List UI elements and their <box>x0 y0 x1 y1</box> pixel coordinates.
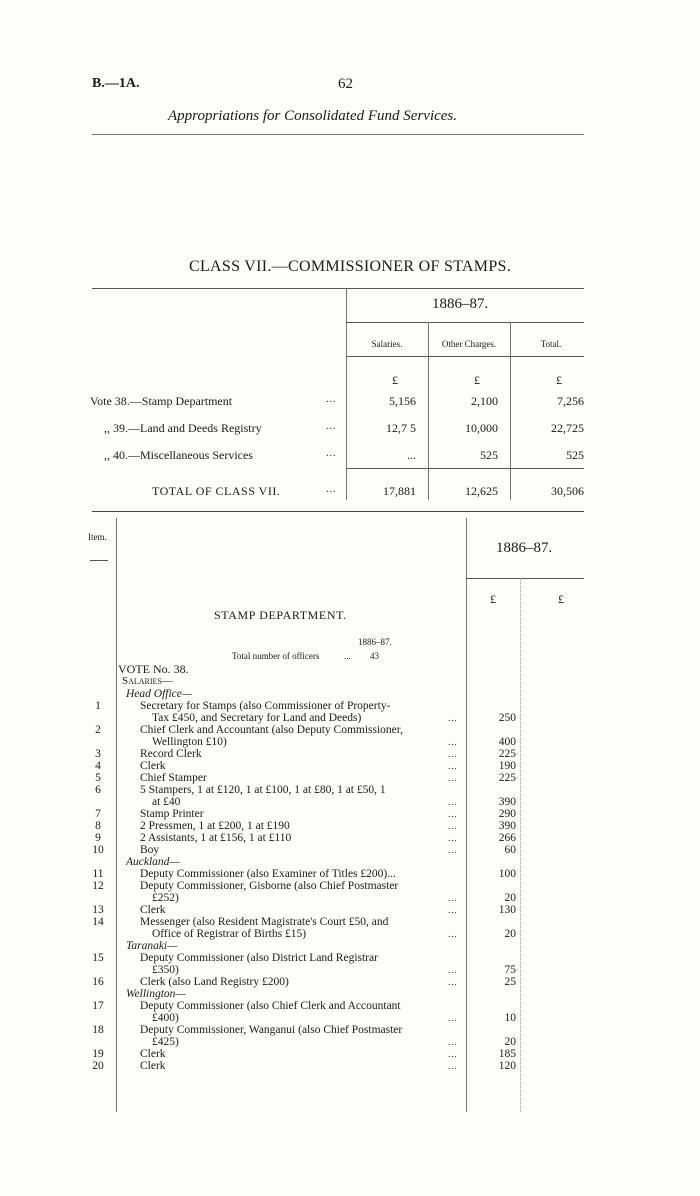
item-number: 1 <box>95 700 101 712</box>
item-amount: 225 <box>498 748 516 760</box>
summary-salaries: 5,156 <box>389 394 416 408</box>
item-column-header: Item. <box>88 532 107 542</box>
items-currency-b: £ <box>558 592 564 606</box>
total-column-header: Total. <box>540 339 562 349</box>
summary-total: 7,256 <box>557 394 584 408</box>
leader-dots: ... <box>448 797 458 807</box>
item-number: 10 <box>92 844 104 856</box>
other-charges-currency: £ <box>474 373 480 387</box>
summary-total: 525 <box>566 448 584 462</box>
class-title: CLASS VII.—COMMISSIONER OF STAMPS. <box>188 258 512 275</box>
leader-dots: ... <box>326 484 337 495</box>
summary-row-label: ,, 40.—Miscellaneous Services <box>104 448 253 462</box>
leader-dots: ... <box>448 713 458 723</box>
item-description: 2 Pressmen, 1 at £200, 1 at £190 <box>140 820 290 832</box>
item-amount: 130 <box>498 904 516 916</box>
leader-dots: ... <box>448 1061 458 1071</box>
item-description: Clerk <box>140 1060 166 1072</box>
item-description: £400) <box>152 1012 179 1024</box>
item-amount: 20 <box>504 1036 516 1048</box>
leader-dots: ... <box>448 1013 458 1023</box>
leader-dots: ... <box>448 749 458 759</box>
document-code: B.—1A. <box>92 76 140 91</box>
item-number: 11 <box>92 868 104 880</box>
item-description: Stamp Printer <box>140 808 204 820</box>
item-amount: 120 <box>498 1060 516 1072</box>
leader-dots: ... <box>448 929 458 939</box>
item-number: 18 <box>92 1024 104 1036</box>
item-number: 7 <box>95 808 101 820</box>
item-amount: 20 <box>504 928 516 940</box>
summary-total-total: 30,506 <box>551 484 584 498</box>
page-title: Appropriations for Consolidated Fund Services. <box>168 108 458 124</box>
summary-other: 10,000 <box>465 421 498 435</box>
item-number: 14 <box>92 916 104 928</box>
item-number: 8 <box>95 820 101 832</box>
leader-dots: ... <box>448 773 458 783</box>
item-number: 5 <box>95 772 101 784</box>
item-description: Clerk (also Land Registry £200) <box>140 976 289 988</box>
section-heading: Wellington— <box>126 988 186 1000</box>
item-number: 3 <box>95 748 101 760</box>
item-number: 13 <box>92 904 104 916</box>
amount-divider <box>466 518 467 1112</box>
item-number-divider <box>116 518 117 1112</box>
leader-dots: ... <box>344 651 351 661</box>
item-number: 19 <box>92 1048 104 1060</box>
item-description: at £40 <box>152 796 181 808</box>
item-amount: 10 <box>504 1012 516 1024</box>
summary-year-rule <box>346 322 584 323</box>
officers-year: 1886–87. <box>358 637 392 647</box>
item-number: 4 <box>95 760 101 772</box>
leader-dots: ... <box>326 394 337 405</box>
item-amount: 25 <box>504 976 516 988</box>
item-amount: 290 <box>498 808 516 820</box>
summary-total: 22,725 <box>551 421 584 435</box>
summary-salaries: 12,7 5 <box>386 421 416 435</box>
item-amount: 190 <box>498 760 516 772</box>
summary-total-rule <box>346 468 584 469</box>
summary-total-label: TOTAL OF CLASS VII. <box>152 484 281 498</box>
leader-dots: ... <box>448 977 458 987</box>
items-currency-a: £ <box>490 592 496 606</box>
item-number: 16 <box>92 976 104 988</box>
item-description: Clerk <box>140 904 166 916</box>
item-description: £252) <box>152 892 179 904</box>
item-number: 15 <box>92 952 104 964</box>
summary-total-salaries: 17,881 <box>383 484 416 498</box>
item-description: Chief Clerk and Accountant (also Deputy Commissioner, <box>140 724 404 736</box>
item-description: Record Clerk <box>140 748 202 760</box>
item-description: Chief Stamper <box>140 772 207 784</box>
header-rule <box>92 134 584 135</box>
leader-dots: ... <box>326 448 337 459</box>
officers-count: 43 <box>370 651 379 661</box>
other-charges-column-header: Other Charges. <box>441 339 497 349</box>
summary-header-rule <box>346 356 584 357</box>
item-description: Tax £450, and Secretary for Land and Deeds) <box>152 712 362 724</box>
summary-year: 1886–87. <box>432 296 489 312</box>
officers-label: Total number of officers <box>232 651 320 661</box>
item-amount: 185 <box>498 1048 516 1060</box>
item-number: 2 <box>95 724 101 736</box>
item-description: Deputy Commissioner (also Chief Clerk and Accountant <box>140 1000 401 1012</box>
item-description: 2 Assistants, 1 at £156, 1 at £110 <box>140 832 292 844</box>
item-amount: 400 <box>498 736 516 748</box>
section-heading: Taranaki— <box>126 940 178 952</box>
item-description: Clerk <box>140 1048 166 1060</box>
item-amount: 266 <box>498 832 516 844</box>
item-amount: 390 <box>498 796 516 808</box>
item-number: 9 <box>95 832 101 844</box>
leader-dots: ... <box>326 421 337 432</box>
summary-other: 2,100 <box>471 394 498 408</box>
amount-subdivider <box>520 578 521 1112</box>
leader-dots: ... <box>448 845 458 855</box>
vote-heading: VOTE No. 38. <box>118 662 189 676</box>
item-header-rule <box>90 560 108 561</box>
summary-top-rule <box>92 288 584 289</box>
item-description: Messenger (also Resident Magistrate's Court £50, and <box>140 916 389 928</box>
item-description: Deputy Commissioner (also District Land Registrar <box>140 952 378 964</box>
item-number: 20 <box>92 1060 104 1072</box>
summary-row-label: ,, 39.—Land and Deeds Registry <box>104 421 262 435</box>
salaries-currency: £ <box>392 373 398 387</box>
page-number: 62 <box>338 76 353 92</box>
summary-salaries: ... <box>407 448 416 462</box>
item-description: Boy <box>140 844 160 856</box>
item-amount: 390 <box>498 820 516 832</box>
item-amount: 225 <box>498 772 516 784</box>
item-amount: 20 <box>504 892 516 904</box>
total-currency: £ <box>556 373 562 387</box>
leader-dots: ... <box>448 737 458 747</box>
item-description: £350) <box>152 964 179 976</box>
leader-dots: ... <box>448 1049 458 1059</box>
leader-dots: ... <box>448 1037 458 1047</box>
leader-dots: ... <box>448 821 458 831</box>
items-year-rule <box>466 578 584 579</box>
item-description: Clerk <box>140 760 166 772</box>
leader-dots: ... <box>448 893 458 903</box>
department-heading: STAMP DEPARTMENT. <box>214 608 347 622</box>
item-description: Deputy Commissioner, Wanganui (also Chief Postmaster <box>140 1024 403 1036</box>
item-number: 6 <box>95 784 101 796</box>
item-description: Office of Registrar of Births £15) <box>152 928 307 940</box>
item-description: Deputy Commissioner, Gisborne (also Chief Postmaster <box>140 880 399 892</box>
item-description: Secretary for Stamps (also Commissioner of Property- <box>140 700 391 712</box>
item-description: £425) <box>152 1036 179 1048</box>
items-year: 1886–87. <box>496 540 553 556</box>
leader-dots: ... <box>448 833 458 843</box>
summary-other: 525 <box>480 448 498 462</box>
summary-row-label: Vote 38.—Stamp Department <box>90 394 233 408</box>
leader-dots: ... <box>448 905 458 915</box>
item-amount: 75 <box>504 964 516 976</box>
salaries-column-header: Salaries. <box>371 339 403 349</box>
item-number: 17 <box>92 1000 104 1012</box>
leader-dots: ... <box>448 809 458 819</box>
item-description: 5 Stampers, 1 at £120, 1 at £100, 1 at £80, 1 at £50, 1 <box>140 784 386 796</box>
summary-total-other: 12,625 <box>465 484 498 498</box>
leader-dots: ... <box>448 965 458 975</box>
leader-dots: ... <box>448 761 458 771</box>
item-amount: 250 <box>498 712 516 724</box>
item-description: Deputy Commissioner (also Examiner of Titles £200)... <box>140 868 396 880</box>
salaries-heading: Salaries— <box>122 675 173 687</box>
item-amount: 100 <box>498 868 516 880</box>
section-heading: Auckland— <box>126 856 180 868</box>
summary-bottom-rule <box>92 511 584 512</box>
item-number: 12 <box>92 880 104 892</box>
item-description: Wellington £10) <box>152 736 227 748</box>
section-heading: Head Office— <box>126 688 193 700</box>
item-amount: 60 <box>504 844 516 856</box>
